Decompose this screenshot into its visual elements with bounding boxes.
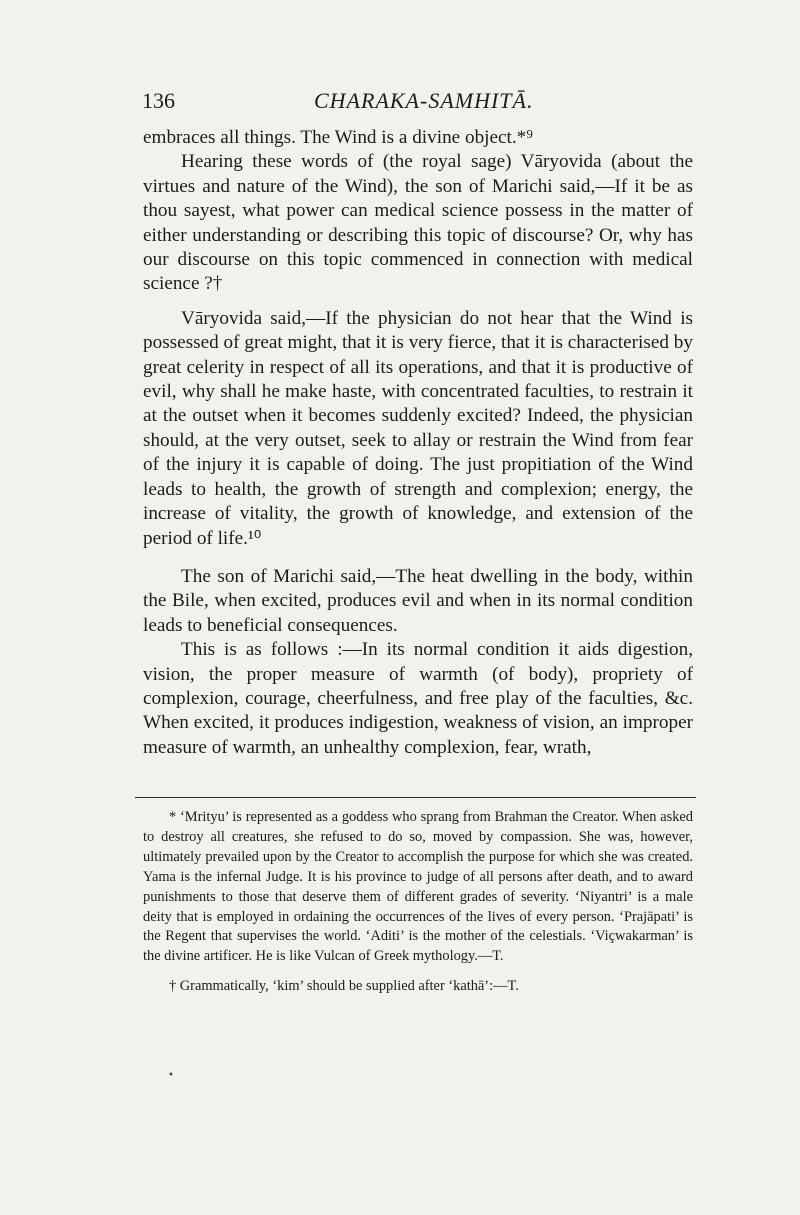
stray-ink-mark: • [168, 1070, 174, 1081]
paragraph-2: Hearing these words of (the royal sage) Vāryovida (about the virtues and nature of the Wind), the son of Marichi said,—If it be as thou sayest, what power can medical science possess in the matter of either understanding or describing this topic of discourse? Or, why has our discourse on this topic commenced in connection with medical science ?† [143, 151, 693, 295]
paragraph-3: Vāryovida said,—If the physician do not hear that the Wind is possessed of great might, that it is very fierce, that it is characterised by great celerity in respect of all its operations, and that it is productive of evil, why shall he make haste, with concentrated faculties, to restrain it at the outset when it becomes suddenly excited? Indeed, the physician should, at the very outset, seek to allay or restrain the Wind from fear of the injury it is capable of doing. The just propitiation of the Wind leads to health, the growth of strength and complexion; energy, the increase of vitality, the growth of knowledge, and extension of the period of life.¹⁰ [143, 307, 693, 549]
paragraph-4: The son of Marichi said,—The heat dwelling in the body, within the Bile, when excited, produces evil and when in its normal condition leads to beneficial consequences. [143, 565, 693, 636]
page-header [142, 88, 702, 122]
footnote-2: † Grammatically, ‘kim’ should be supplied after ‘kathā’:—T. [169, 978, 519, 995]
body-text [143, 126, 693, 760]
footnote-divider [135, 797, 696, 798]
running-title: CHARAKA-SAMHITĀ. [314, 88, 534, 113]
paragraph-5: This is as follows :—In its normal condition it aids digestion, vision, the proper measure of warmth (of body), propriety of complexion, courage, cheerfulness, and free play of the faculties, &c. When excited, it produces indigestion, weakness of vision, an improper measure of warmth, an unhealthy complexion, fear, wrath, [143, 639, 693, 758]
paragraph-1: embraces all things. The Wind is a divine object.*⁹ [143, 127, 533, 148]
footnotes [143, 808, 693, 997]
page-number: 136 [142, 88, 175, 113]
footnote-1: * ‘Mrityu’ is represented as a goddess who sprang from Brahman the Creator. When asked to destroy all creatures, she refused to do so, moved by compassion. She was, however, ultimately prevailed upon by the Creator to accomplish the purpose for which she was created. Yama is the infernal Judge. It is his province to judge of all persons after death, and to award punishments to those that deserve them of different grades of severity. ‘Niyantri’ is a male deity that is employed in ordaining the occurrences of the lives of every person. ‘Prajāpati’ is the Regent that supervises the world. ‘Aditi’ is the mother of the celestials. ‘Viçwakarman’ is the divine artificer. He is like Vulcan of Greek mythology.—T. [143, 809, 693, 965]
